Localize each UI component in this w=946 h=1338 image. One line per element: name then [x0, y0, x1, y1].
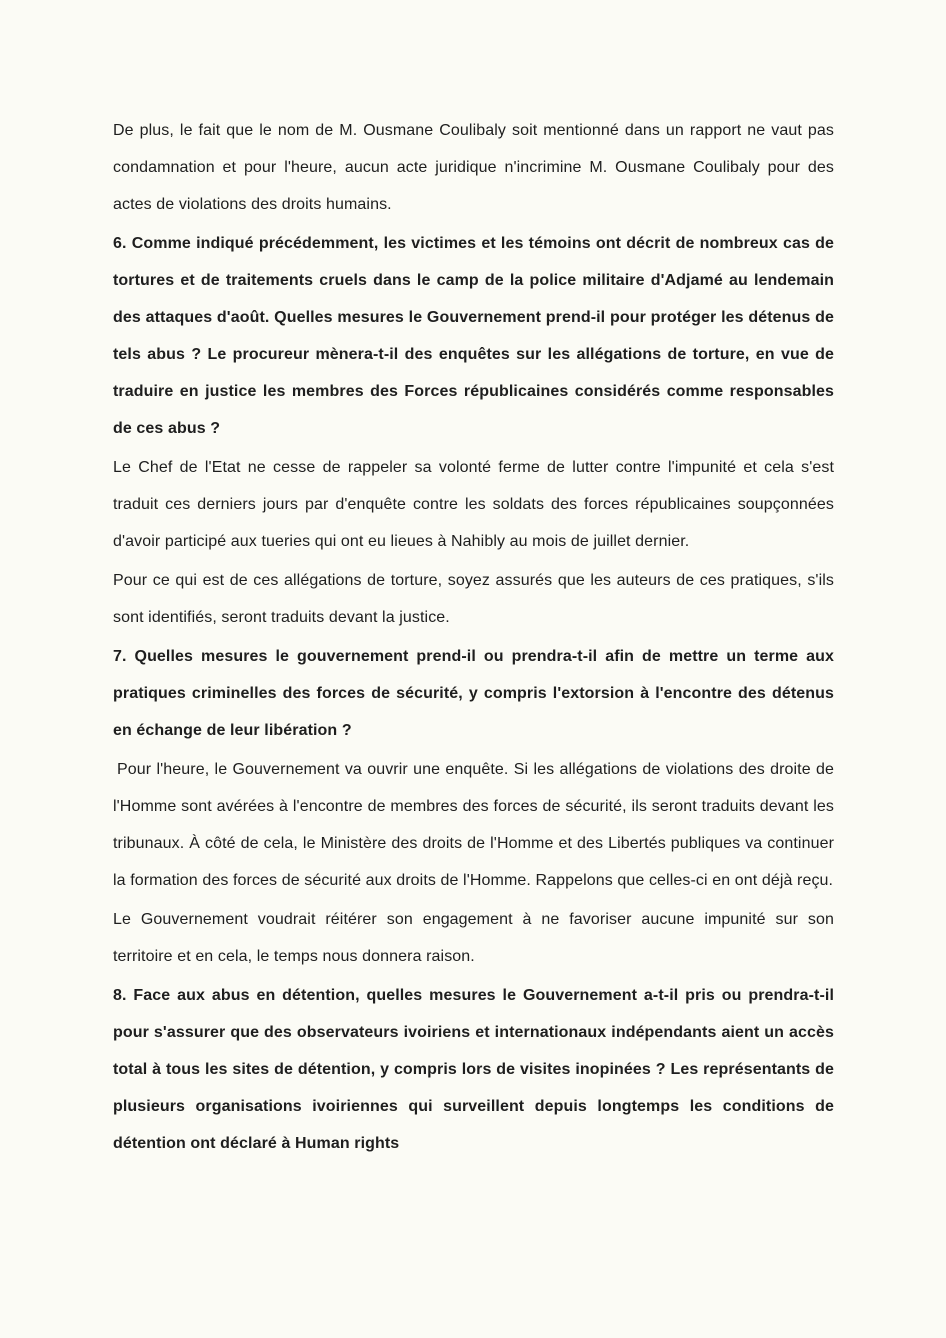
paragraph-intro: De plus, le fait que le nom de M. Ousmane Coulibaly soit mentionné dans un rapport ne vaut pas condamnation et pour l'heure, aucun acte juridique n'incrimine M. Ousmane Coulibaly pour des actes de violations des droits humains. — [113, 122, 834, 213]
paragraph-question-7: 7. Quelles mesures le gouvernement prend-il ou prendra-t-il afin de mettre un terme aux pratiques criminelles des forces de sécurité, y compris l'extorsion à l'encontre des détenus en échange de leur libération ? — [113, 648, 834, 739]
paragraph-answer-6a: Le Chef de l'Etat ne cesse de rappeler sa volonté ferme de lutter contre l'impunité et cela s'est traduit ces derniers jours par d'enquête contre les soldats des forces républicaines soupçonnées d'avoir participé aux tueries qui ont eu lieues à Nahibly au mois de juillet dernier. — [113, 459, 834, 550]
document-body — [113, 112, 834, 1164]
paragraph-answer-7a: Pour l'heure, le Gouvernement va ouvrir une enquête. Si les allégations de violations des droite de l'Homme sont avérées à l'encontre de membres des forces de sécurité, ils seront traduits devant les tribunaux. À côté de cela, le Ministère des droits de l'Homme et des Libertés publiques va continuer la formation des forces de sécurité aux droits de l'Homme. Rappelons que celles-ci en ont déjà reçu. — [113, 761, 834, 889]
paragraph-answer-7b: Le Gouvernement voudrait réitérer son engagement à ne favoriser aucune impunité sur son territoire et en cela, le temps nous donnera raison. — [113, 911, 834, 965]
paragraph-question-6: 6. Comme indiqué précédemment, les victimes et les témoins ont décrit de nombreux cas de tortures et de traitements cruels dans le camp de la police militaire d'Adjamé au lendemain des attaques d'août. Quelles mesures le Gouvernement prend-il pour protéger les détenus de tels abus ? Le procureur mènera-t-il des enquêtes sur les allégations de torture, en vue de traduire en justice les membres des Forces républicaines considérés comme responsables de ces abus ? — [113, 235, 834, 437]
paragraph-question-8: 8. Face aux abus en détention, quelles mesures le Gouvernement a-t-il pris ou prendra-t-il pour s'assurer que des observateurs ivoiriens et internationaux indépendants aient un accès total à tous les sites de détention, y compris lors de visites inopinées ? Les représentants de plusieurs organisations ivoiriennes qui surveillent depuis longtemps les conditions de détention ont déclaré à Human rights — [113, 987, 834, 1152]
paragraph-answer-6b: Pour ce qui est de ces allégations de torture, soyez assurés que les auteurs de ces pratiques, s'ils sont identifiés, seront traduits devant la justice. — [113, 572, 834, 626]
